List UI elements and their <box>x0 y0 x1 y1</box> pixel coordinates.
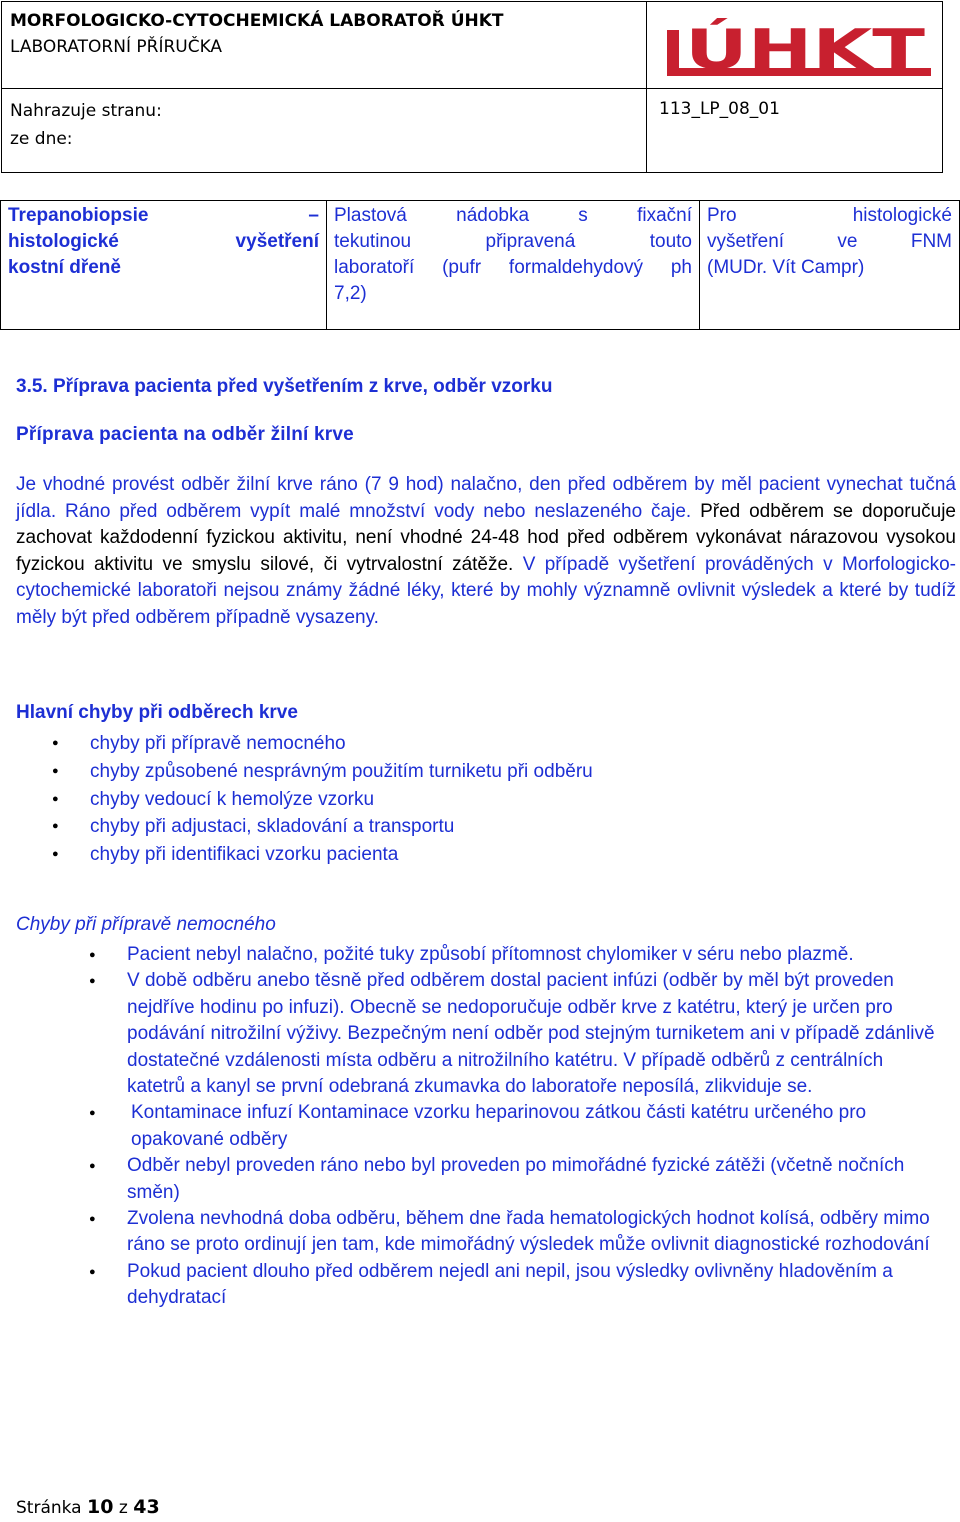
header-title-cell <box>2 2 647 89</box>
list-item: ● chyby při identifikaci vzorku pacienta <box>0 841 593 869</box>
document-header <box>1 1 943 173</box>
list-item: ● chyby vedoucí k hemolýze vzorku <box>0 786 593 814</box>
logo-text: ÚHKT <box>685 18 926 78</box>
para-part-3: V případě vyšetření prováděných v Morfologicko-cytochemické laboratoři nejsou známy žádné léky, které by mohly významně ovlivnit výsledek a které by tudíž měly být před odběrem případně vysazeny. <box>16 553 956 628</box>
info-container: Plastová nádobka s fixační tekutinou připravená touto laboratoří (pufr formaldehydový ph 7,2) <box>327 201 700 330</box>
uhkt-logo <box>665 18 933 78</box>
replaces-label: Nahrazuje stranu: <box>10 101 162 121</box>
page-total: 43 <box>133 1496 160 1518</box>
info-destination: Pro histologické vyšetření ve FNM (MUDr. Vít Campr) <box>700 201 960 330</box>
main-errors-title: Hlavní chyby při odběrech krve <box>16 702 298 723</box>
section-subtitle: Příprava pacienta na odběr žilní krve <box>16 424 354 445</box>
list-item: ● Kontaminace infuzí Kontaminace vzorku heparinovou zátkou části katétru určeného pro opakované odběry <box>0 1100 945 1153</box>
page-sep: z <box>118 1498 128 1518</box>
date-label: ze dne: <box>10 129 73 149</box>
para-part-2: Před odběrem se doporučuje zachovat každodenní fyzickou aktivitu, není vhodné 24-48 hod před odběrem vykonávat nárazovou vysokou fyzickou aktivitu ve smyslu silové, či vytrvalostní zátěže. <box>16 500 956 575</box>
para-part-1: Je vhodné provést odběr žilní krve ráno (7 9 hod) nalačno, den před odběrem by měl pacient vynechat tučná jídla. Ráno před odběrem vypít malé množství vody nebo neslazeného čaje. <box>16 474 956 522</box>
list-item: ● Pokud pacient dlouho před odběrem nejedl ani nepil, jsou výsledky ovlivněny hladověním a dehydratací <box>0 1259 945 1312</box>
sample-info-table <box>0 200 960 330</box>
page-label: Stránka <box>16 1498 82 1518</box>
section-title: 3.5. Příprava pacienta před vyšetřením z krve, odběr vzorku <box>16 376 553 397</box>
list-item: ● chyby při přípravě nemocného <box>0 730 593 758</box>
page-footer <box>16 1496 160 1518</box>
list-item: ● chyby způsobené nesprávným použitím turniketu při odběru <box>0 758 593 786</box>
list-item: ● Odběr nebyl proveden ráno nebo byl proveden po mimořádné fyzické zátěži (včetně nočních směn) <box>0 1153 945 1206</box>
list-item: ● chyby při adjustaci, skladování a transportu <box>0 813 593 841</box>
preparation-paragraph <box>16 472 956 631</box>
prep-errors-list <box>0 942 945 1312</box>
main-errors-list <box>0 730 593 869</box>
manual-title: LABORATORNÍ PŘÍRUČKA <box>10 37 223 57</box>
header-logo-cell <box>647 2 943 89</box>
prep-errors-title: Chyby při přípravě nemocného <box>16 914 276 935</box>
list-item: ● Zvolena nevhodná doba odběru, během dne řada hematologických hodnot kolísá, odběry mimo ráno se proto ordinují jen tam, kde mimořádný výsledek může ovlivnit diagnostické rozhodování <box>0 1206 945 1259</box>
list-item: ● Pacient nebyl nalačno, požité tuky způsobí přítomnost chylomiker v séru nebo plazmě. <box>0 942 945 968</box>
replace-info-cell <box>2 89 647 173</box>
info-test-name: Trepanobiopsie – histologické vyšetření kostní dřeně <box>1 201 327 330</box>
page-number: 10 <box>87 1496 114 1518</box>
doc-code: 113_LP_08_01 <box>647 89 943 173</box>
list-item: ● V době odběru anebo těsně před odběrem dostal pacient infúzi (odběr by měl být proveden nejdříve hodinu po infuzi). Obecně se nedoporučuje odběr krve z katétru, který je určen pro podávání nitrožilní výživy. Bezpečným není odběr pod stejným turniketem ani v případě zdánlivě dostatečné vzdálenosti místa odběru a nitrožilního katétru. V případě odběrů z centrálních katetrů a kanyl se první odebraná zkumavka do laboratoře neposílá, zlikviduje se. <box>0 968 945 1100</box>
lab-title: MORFOLOGICKO-CYTOCHEMICKÁ LABORATOŘ ÚHKT <box>10 11 504 31</box>
